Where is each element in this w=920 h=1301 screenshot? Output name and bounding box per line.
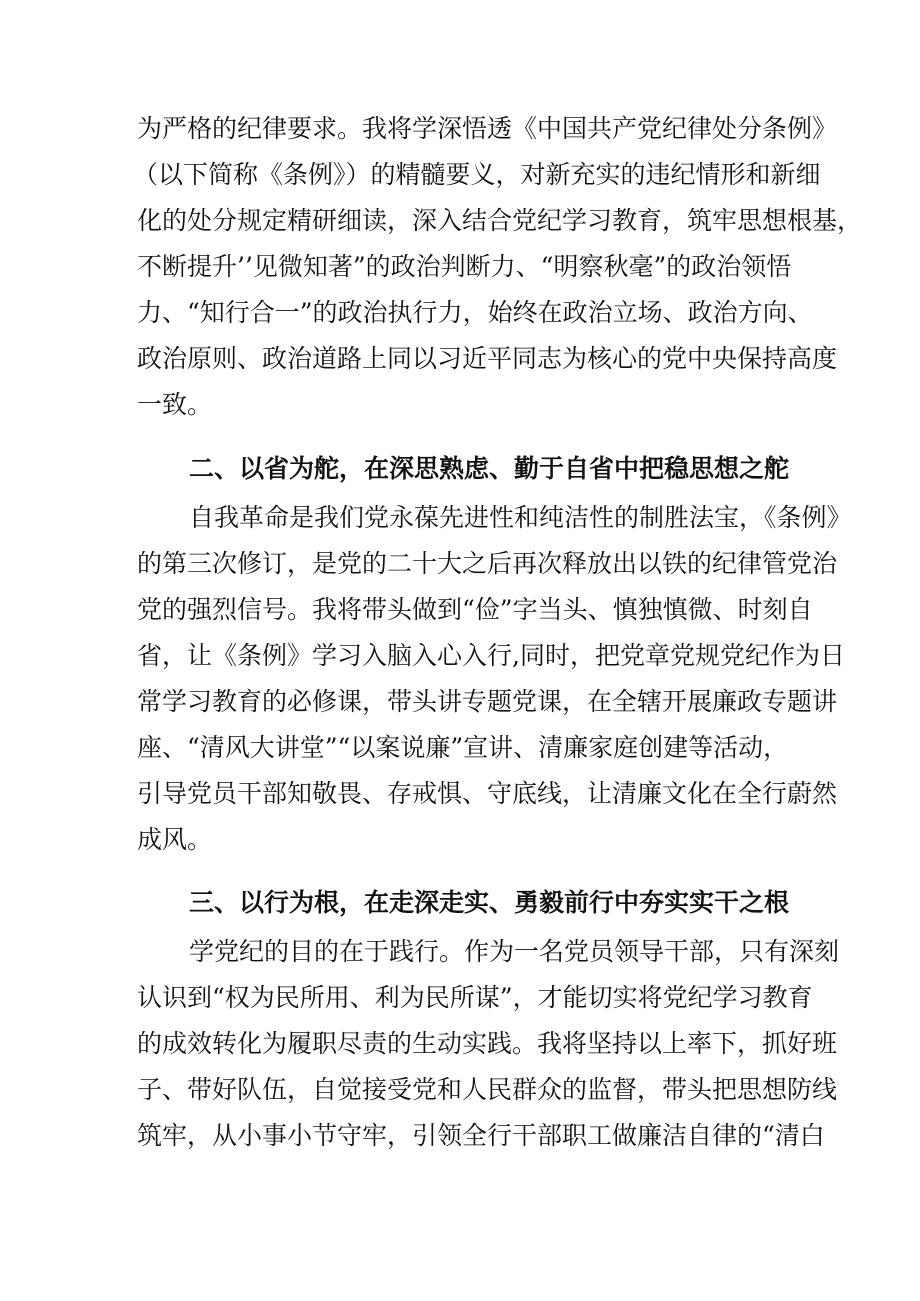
text-line: 为严格的纪律要求。我将学深悟透《中国共产党纪律处分条例》 bbox=[137, 114, 838, 143]
text-line: 子、带好队伍，自觉接受党和人民群众的监督，带头把思想防线 bbox=[137, 1075, 838, 1104]
text-line: 省，让《条例》学习入脑入心入行,同时，把党章党规党纪作为日 bbox=[137, 641, 845, 670]
text-line: 引导党员干部知敬畏、存戒惧、守底线，让清廉文化在全行蔚然 bbox=[137, 779, 838, 808]
text-line: 座、“清风大讲堂”“以案说廉”宣讲、清廉家庭创建等活动， bbox=[137, 733, 789, 762]
text-line: 化的处分规定精研细读，深入结合党纪学习教育，筑牢思想根基， bbox=[137, 206, 863, 235]
text-line: 党的强烈信号。我将带头做到“俭”字当头、慎独慎微、时刻自 bbox=[137, 595, 813, 624]
text-line: 认识到“权为民所用、利为民所谋”，才能切实将党纪学习教育 bbox=[137, 983, 813, 1012]
text-line: 常学习教育的必修课，带头讲专题党课，在全辖开展廉政专题讲 bbox=[137, 687, 838, 716]
section-heading-3: 三、以行为根，在走深走实、勇毅前行中夯实实干之根 bbox=[189, 888, 790, 917]
text-line: （以下简称《条例》）的精髓要义，对新充实的违纪情形和新细 bbox=[133, 160, 821, 189]
text-line: 筑牢，从小事小节守牢，引领全行干部职工做廉洁自律的“清白 bbox=[137, 1121, 825, 1150]
paragraph-3 bbox=[137, 929, 840, 1159]
paragraph-1 bbox=[133, 106, 863, 428]
text-line: 的第三次修订，是党的二十大之后再次释放出以铁的纪律管党治 bbox=[137, 549, 838, 578]
paragraph-2 bbox=[137, 495, 852, 863]
text-line: 一致。 bbox=[137, 390, 213, 419]
text-line: 自我革命是我们党永葆先进性和纯洁性的制胜法宝，《条例》 bbox=[189, 503, 852, 532]
text-line: 力、“知行合一”的政治执行力，始终在政治立场、政治方向、 bbox=[137, 298, 813, 327]
text-line: 政治原则、政治道路上同以习近平同志为核心的党中央保持高度 bbox=[137, 344, 838, 373]
text-line: 不断提升’’见微知著”的政治判断力、“明察秋毫”的政治领悟 bbox=[137, 252, 792, 281]
text-line: 的成效转化为履职尽责的生动实践。我将坚持以上率下，抓好班 bbox=[137, 1029, 838, 1058]
text-line: 学党纪的目的在于践行。作为一名党员领导干部，只有深刻 bbox=[189, 937, 840, 966]
text-line: 成风。 bbox=[137, 825, 213, 854]
section-heading-2: 二、以省为舵，在深思熟虑、勤于自省中把稳思想之舵 bbox=[189, 454, 790, 483]
